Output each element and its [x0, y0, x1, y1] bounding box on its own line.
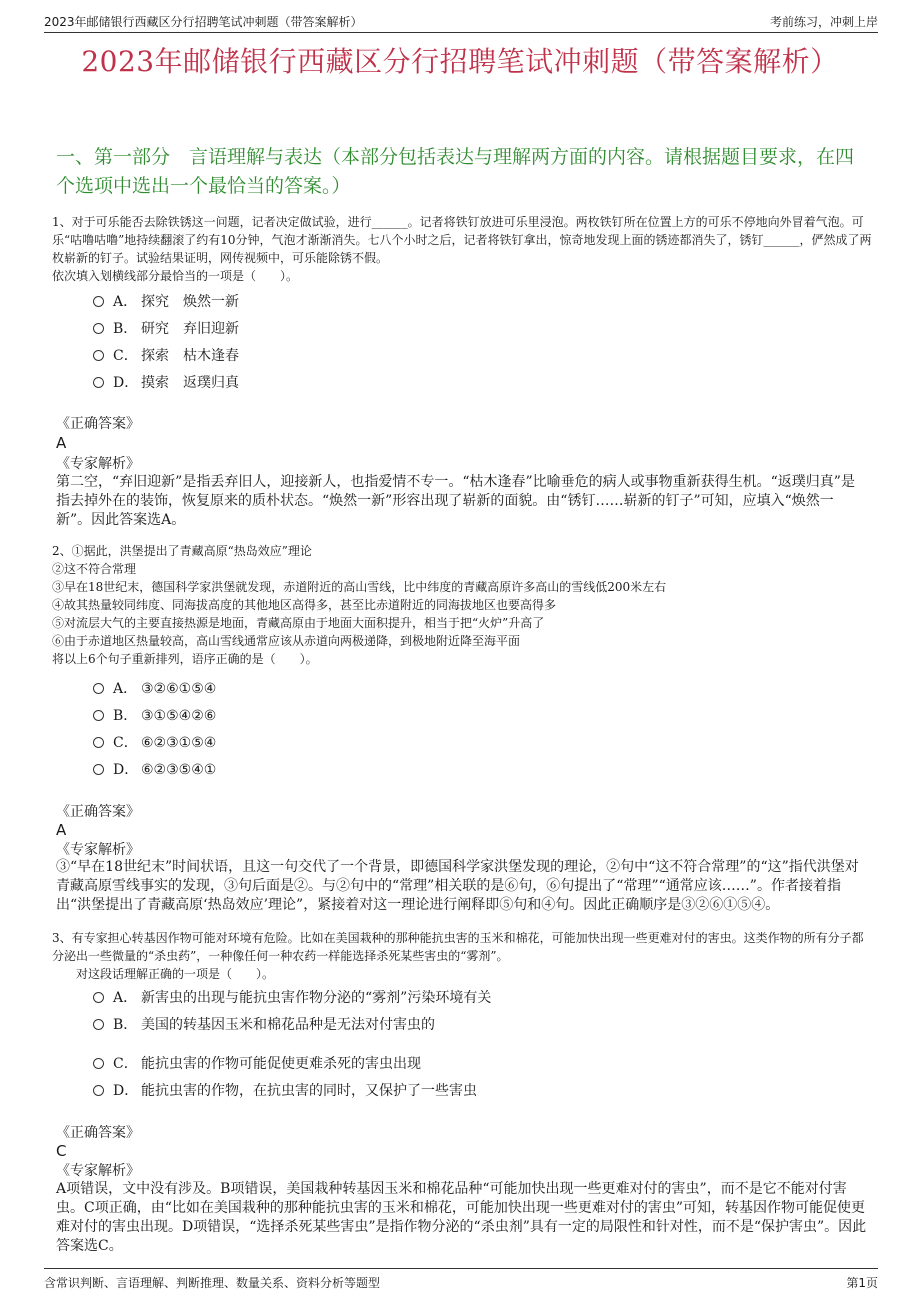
radio-icon[interactable]	[93, 350, 104, 361]
radio-icon[interactable]	[93, 296, 104, 307]
question-2-option-a[interactable]: A． ③②⑥①⑤④	[93, 679, 216, 699]
radio-icon[interactable]	[93, 737, 104, 748]
page-title: 2023年邮储银行西藏区分行招聘笔试冲刺题（带答案解析）	[81, 45, 839, 78]
question-3-option-d[interactable]: D． 能抗虫害的作物，在抗虫害的同时，又保护了一些害虫	[93, 1081, 477, 1101]
question-2-answer: A	[56, 821, 67, 839]
question-1-option-d[interactable]: D． 摸索 返璞归真	[93, 373, 239, 393]
question-2-analysis: ③“早在18世纪末”时间状语，且这一句交代了一个背景，即德国科学家洪堡发现的理论，②句中“这不符合常理”的“这”指代洪堡对青藏高原雪线事实的发现，③句后面是②。与②句中的“常理”相关联的是⑥句，⑥句提出了“常理”“通常应该……”。作者接着指出“洪堡提出了青藏高原‘热岛效应’理论”，紧接着对这一理论进行阐释即⑤句和④句。因此正确顺序是③②⑥①⑤④。	[56, 859, 859, 913]
footer-topics: 含常识判断、言语理解、判断推理、数量关系、资料分析等题型	[44, 1276, 381, 1290]
question-1-option-a[interactable]: A． 探究 焕然一新	[93, 292, 239, 312]
radio-icon[interactable]	[93, 683, 104, 694]
question-2-option-d[interactable]: D． ⑥②③⑤④①	[93, 760, 216, 780]
analysis-label: 《专家解析》	[56, 1163, 140, 1179]
question-3-option-a[interactable]: A． 新害虫的出现与能抗虫害作物分泌的“雾剂”污染环境有关	[93, 988, 491, 1008]
section-heading: 一、第一部分 言语理解与表达（本部分包括表达与理解两方面的内容。请根据题目要求，在四个选项中选出一个最恰当的答案。）	[56, 146, 855, 197]
radio-icon[interactable]	[93, 1058, 104, 1069]
question-3-answer: C	[56, 1142, 67, 1160]
answer-label: 《正确答案》	[56, 416, 140, 432]
analysis-label: 《专家解析》	[56, 456, 140, 472]
question-1-stem: 1、对于可乐能否去除铁锈这一问题，记者决定做试验，进行______。记者将铁钉放进可乐里浸泡。两枚铁钉所在位置上方的可乐不停地向外冒着气泡。可乐“咕噜咕噜”地持续翻滚了约有10分钟，气泡才渐渐消失。七八个小时之后，记者将铁钉拿出，惊奇地发现上面的锈迹都消失了，锈钉______，俨然成了两枚崭新的钉子。试验结果证明，网传视频中，可乐能除锈不假。 依次填入划横线部分最恰当的一项是（ ）。	[52, 215, 872, 283]
question-1-answer: A	[56, 434, 67, 452]
radio-icon[interactable]	[93, 323, 104, 334]
answer-label: 《正确答案》	[56, 1125, 140, 1141]
radio-icon[interactable]	[93, 710, 104, 721]
question-2-option-c[interactable]: C． ⑥②③①⑤④	[93, 733, 216, 753]
header-slogan: 考前练习，冲刺上岸	[769, 15, 878, 29]
radio-icon[interactable]	[93, 377, 104, 388]
question-2-option-b[interactable]: B． ③①⑤④②⑥	[93, 706, 216, 726]
question-3-stem: 3、有专家担心转基因作物可能对环境有危险。比如在美国栽种的那种能抗虫害的玉米和棉花，可能加快出现一些更难对付的害虫。这类作物的所有分子都分泌出一些微量的“杀虫药”，一种像任何一种农药一样能选择杀死某些害虫的“雾剂”。 对这段话理解正确的一项是（ ）。	[52, 931, 864, 981]
page-number: 第1页	[846, 1276, 878, 1290]
answer-label: 《正确答案》	[56, 804, 140, 820]
radio-icon[interactable]	[93, 764, 104, 775]
page-header	[44, 8, 878, 33]
question-2-stem: 2、①据此，洪堡提出了青藏高原“热岛效应”理论 ②这不符合常理 ③早在18世纪末，德国科学家洪堡就发现，赤道附近的高山雪线，比中纬度的青藏高原许多高山的雪线低200米左右 ④故其热量较同纬度、同海拔高度的其他地区高得多，甚至比赤道附近的同海拔地区也要高得多 ⑤对流层大气的主要直接热源是地面，青藏高原由于地面大面积提升，相当于把“火炉”升高了 ⑥由于赤道地区热量较高，高山雪线通常应该从赤道向两极递降，到极地附近降至海平面 将以上6个句子重新排列，语序正确的是（ ）。	[52, 544, 667, 666]
header-doc-title: 2023年邮储银行西藏区分行招聘笔试冲刺题（带答案解析）	[44, 15, 363, 29]
question-1-analysis: 第二空，“弃旧迎新”是指丢弃旧人，迎接新人，也指爱情不专一。“枯木逢春”比喻垂危的病人或事物重新获得生机。“返璞归真”是指去掉外在的装饰，恢复原来的质朴状态。“焕然一新”形容出现了崭新的面貌。由“锈钉……崭新的钉子”可知，应填入“焕然一新”。因此答案选A。	[56, 474, 855, 528]
question-3-analysis: A项错误，文中没有涉及。B项错误，美国栽种转基因玉米和棉花品种“可能加快出现一些更难对付的害虫”，而不是它不能对付害虫。C项正确，由“比如在美国栽种的那种能抗虫害的玉米和棉花，可能加快出现一些更难对付的害虫”可知，转基因作物可能促使更难对付的害虫出现。D项错误，“选择杀死某些害虫”是指作物分泌的“杀虫剂”具有一定的局限性和针对性，而不是“保护害虫”。因此答案选C。	[56, 1181, 867, 1254]
analysis-label: 《专家解析》	[56, 842, 140, 858]
radio-icon[interactable]	[93, 992, 104, 1003]
radio-icon[interactable]	[93, 1019, 104, 1030]
page-footer	[44, 1268, 878, 1293]
question-3-option-b[interactable]: B． 美国的转基因玉米和棉花品种是无法对付害虫的	[93, 1015, 435, 1035]
question-1-option-c[interactable]: C． 探索 枯木逢春	[93, 346, 239, 366]
radio-icon[interactable]	[93, 1085, 104, 1096]
question-3-option-c[interactable]: C． 能抗虫害的作物可能促使更难杀死的害虫出现	[93, 1054, 421, 1074]
question-1-option-b[interactable]: B． 研究 弃旧迎新	[93, 319, 239, 339]
